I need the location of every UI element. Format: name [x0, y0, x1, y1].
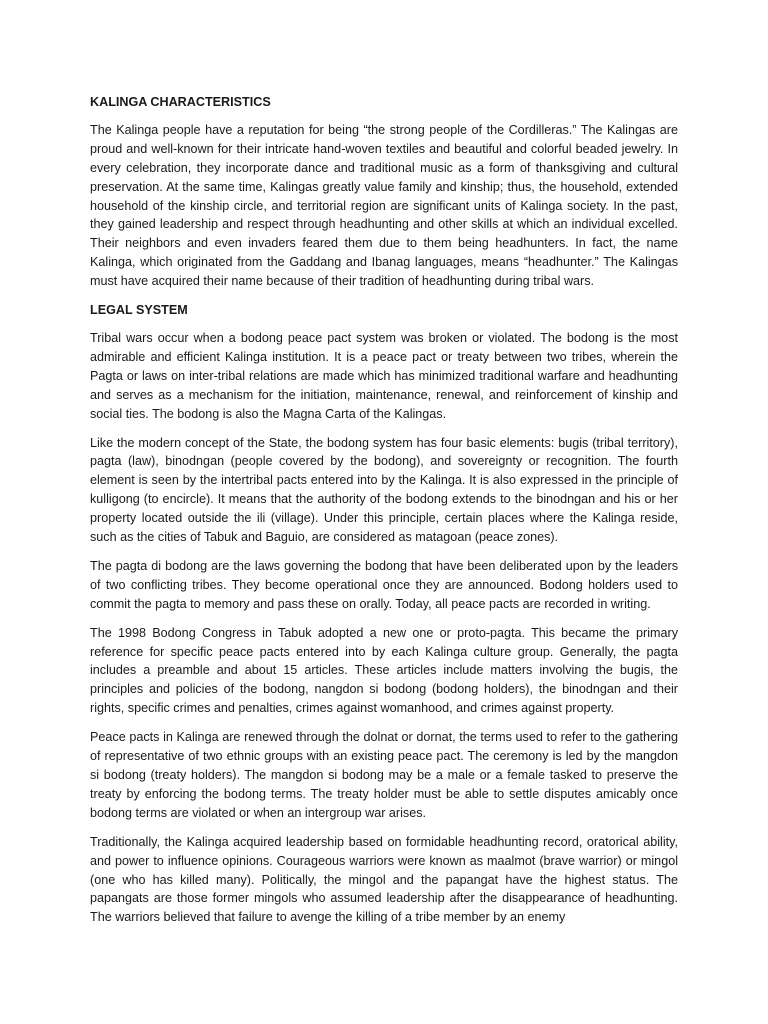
document-page	[90, 93, 678, 937]
paragraph: Peace pacts in Kalinga are renewed through the dolnat or dornat, the terms used to refer to the gathering of representative of two ethnic groups with an existing peace pact. The ceremony is led by the mangdon si bodong (treaty holders). The mangdon si bodong may be a male or a female tasked to preserve the treaty by enforcing the bodong terms. The treaty holder must be able to settle disputes amicably once bodong terms are violated or when an intergroup war arises.	[90, 730, 678, 820]
section-characteristics	[90, 93, 678, 291]
paragraph: The Kalinga people have a reputation for being “the strong people of the Cordilleras.” The Kalingas are proud and well-known for their intricate hand-woven textiles and beautiful and colorful beaded jewelry. In every celebration, they incorporate dance and traditional music as a form of thanksgiving and cultural preservation. At the same time, Kalingas greatly value family and kinship; thus, the household, extended household of the kinship circle, and territorial region are significant units of Kalinga society. In the past, they gained leadership and respect through headhunting and other skills at which an individual excelled. Their neighbors and even invaders feared them due to them being headhunters. In fact, the name Kalinga, which originated from the Gaddang and Ibanag languages, means “headhunter.” The Kalingas must have acquired their name because of their tradition of headhunting during tribal wars.	[90, 122, 678, 289]
paragraph: The 1998 Bodong Congress in Tabuk adopted a new one or proto-pagta. This became the primary reference for specific peace pacts entered into by each Kalinga culture group. Generally, the pagta includes a preamble and about 15 articles. These articles include matters involving the bugis, the principles and policies of the bodong, nangdon si bodong (bodong holders), the binodngan and their rights, specific crimes and penalties, crimes against womanhood, and crimes against property.	[90, 625, 678, 716]
paragraph: The pagta di bodong are the laws governing the bodong that have been deliberated upon by the leaders of two conflicting tribes. They become operational once they are announced. Bodong holders used to commit the pagta to memory and pass these on orally. Today, all peace pacts are recorded in writing.	[90, 558, 678, 611]
paragraph: Traditionally, the Kalinga acquired leadership based on formidable headhunting record, oratorical ability, and power to influence opinions. Courageous warriors were known as maalmot (brave warrior) or mingol (one who has killed many). Politically, the mingol and the papangat have the highest status. The papangats are those former mingols who assumed leadership after the disappearance of headhunting. The warriors believed that failure to avenge the killing of a tribe member by an enemy	[90, 834, 678, 925]
section-legal-system	[90, 301, 678, 927]
paragraph: Like the modern concept of the State, the bodong system has four basic elements: bugis (tribal territory), pagta (law), binodngan (people covered by the bodong), and sovereignty or recognition. The fourth element is seen by the intertribal pacts entered into by the Kalinga. It is also expressed in the principle of kulligong (to encircle). It means that the authority of the bodong extends to the binodngan and his or her property located outside the ili (village). Under this principle, certain places where the Kalinga reside, such as the cities of Tabuk and Baguio, are considered as matagoan (peace zones).	[90, 435, 678, 545]
paragraph: Tribal wars occur when a bodong peace pact system was broken or violated. The bodong is the most admirable and efficient Kalinga institution. It is a peace pact or treaty between two tribes, wherein the Pagta or laws on inter-tribal relations are made which has minimized traditional warfare and headhunting and serves as a mechanism for the initiation, maintenance, renewal, and reinforcement of kinship and social ties. The bodong is also the Magna Carta of the Kalingas.	[90, 330, 678, 421]
section-heading: LEGAL SYSTEM	[90, 303, 188, 318]
section-heading: KALINGA CHARACTERISTICS	[90, 95, 271, 109]
